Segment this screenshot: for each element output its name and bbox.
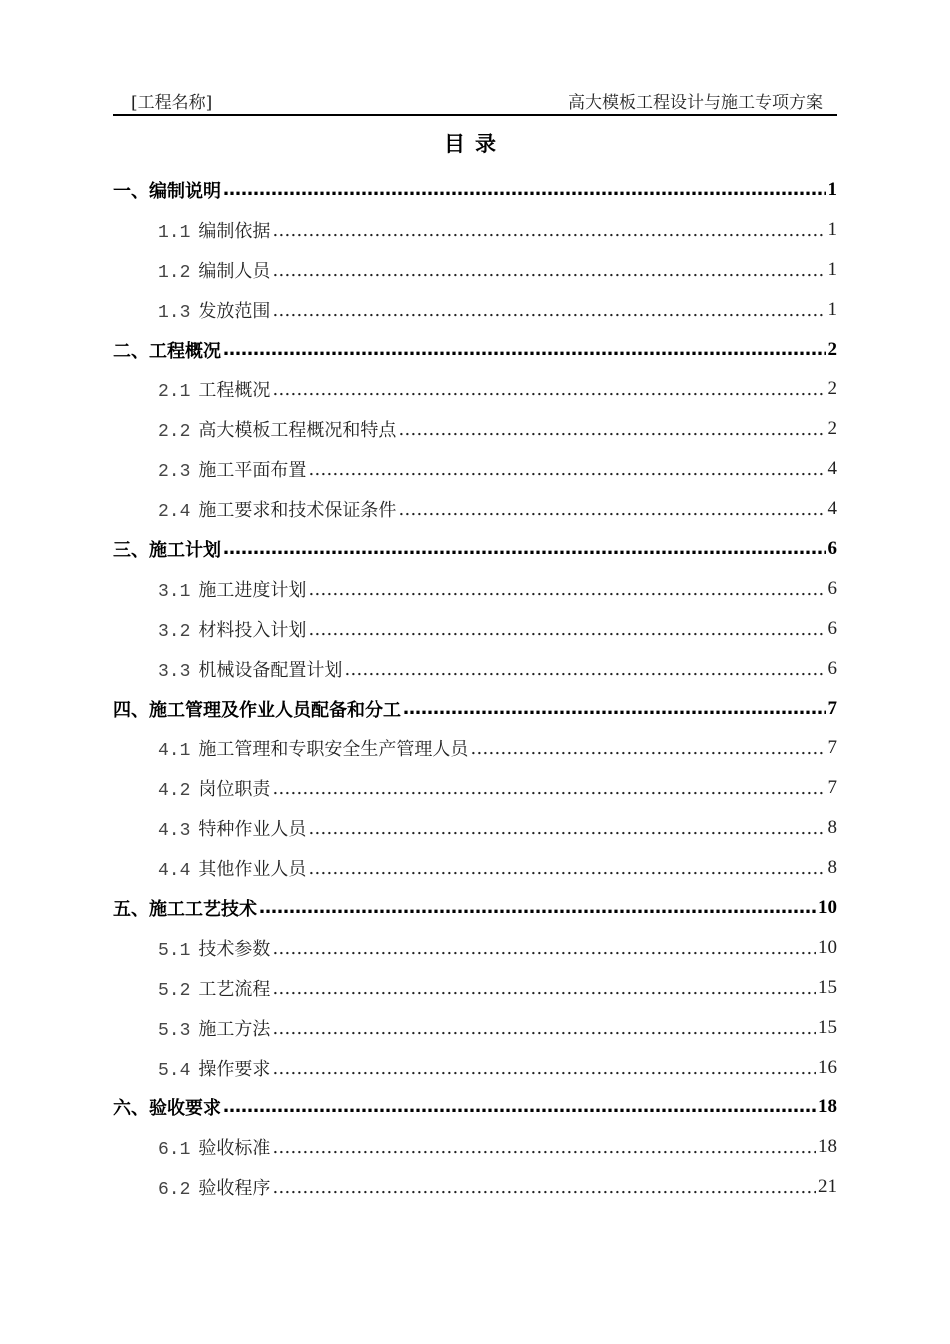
toc-section-entry[interactable] bbox=[113, 649, 837, 689]
toc-entry-text: 二、工程概况 bbox=[113, 340, 221, 362]
toc-page-number: 15 bbox=[818, 1016, 837, 1038]
toc-section-number: 4.2 bbox=[158, 781, 191, 802]
toc-page-number: 4 bbox=[827, 498, 837, 520]
toc-page-number: 7 bbox=[827, 777, 837, 799]
toc-section-entry[interactable] bbox=[113, 728, 837, 768]
toc-page-number: 10 bbox=[818, 896, 837, 918]
toc-entry-text: 编制人员 bbox=[198, 260, 271, 282]
toc-entry-text: 高大模板工程概况和特点 bbox=[198, 420, 397, 442]
toc-entry-text: 四、施工管理及作业人员配备和分工 bbox=[113, 699, 401, 721]
toc-title: 目录 bbox=[444, 132, 506, 156]
toc-page-number: 10 bbox=[818, 936, 837, 958]
toc-page-number: 2 bbox=[827, 418, 837, 440]
dot-leader bbox=[398, 499, 825, 519]
dot-leader bbox=[308, 579, 825, 599]
toc-page-number: 18 bbox=[818, 1136, 837, 1158]
toc-chapter-entry[interactable] bbox=[113, 330, 837, 370]
dot-leader bbox=[272, 1018, 816, 1038]
toc-entry-label bbox=[158, 855, 308, 881]
toc-entry-text: 发放范围 bbox=[198, 300, 271, 322]
toc-entry-label bbox=[158, 616, 308, 642]
toc-entry-text: 机械设备配置计划 bbox=[198, 659, 343, 681]
dot-leader bbox=[223, 179, 826, 201]
toc-entry-label bbox=[158, 656, 344, 682]
dot-leader bbox=[272, 1177, 816, 1197]
toc-section-entry[interactable] bbox=[113, 968, 837, 1008]
toc-section-number: 2.2 bbox=[158, 422, 191, 443]
toc-section-number: 3.3 bbox=[158, 661, 191, 682]
toc-entry-text: 编制依据 bbox=[198, 220, 271, 242]
toc-entry-label bbox=[158, 1174, 272, 1200]
dot-leader bbox=[272, 978, 816, 998]
toc-section-number: 5.4 bbox=[158, 1060, 191, 1081]
toc-section-number: 5.1 bbox=[158, 940, 191, 961]
toc-page-number: 2 bbox=[827, 378, 837, 400]
toc-entry-text: 六、验收要求 bbox=[113, 1098, 221, 1120]
toc-section-number: 2.4 bbox=[158, 502, 191, 523]
toc-entry-label bbox=[158, 975, 272, 1001]
toc-section-number: 4.3 bbox=[158, 821, 191, 842]
toc-entry-text: 验收标准 bbox=[198, 1138, 271, 1160]
toc-page-number: 8 bbox=[827, 817, 837, 839]
toc-entry-text: 施工方法 bbox=[198, 1018, 271, 1040]
toc-page-number: 15 bbox=[818, 976, 837, 998]
toc-entry-text: 五、施工工艺技术 bbox=[113, 898, 257, 920]
toc-entry-label bbox=[113, 1094, 223, 1120]
toc-entry-text: 一、编制说明 bbox=[113, 180, 221, 202]
toc-section-number: 5.2 bbox=[158, 980, 191, 1001]
toc-entry-label bbox=[158, 775, 272, 801]
toc-entry-label bbox=[158, 456, 308, 482]
toc-entry-text: 工程概况 bbox=[198, 380, 271, 402]
dot-leader bbox=[272, 379, 825, 399]
toc-chapter-entry[interactable] bbox=[113, 689, 837, 729]
dot-leader bbox=[223, 1096, 816, 1118]
toc-entry-label bbox=[158, 217, 272, 243]
toc-entry-label bbox=[113, 177, 223, 203]
toc-page-number: 6 bbox=[827, 617, 837, 639]
dot-leader bbox=[403, 698, 826, 720]
toc-section-number: 2.1 bbox=[158, 382, 191, 403]
toc-entry-text: 特种作业人员 bbox=[198, 819, 307, 841]
toc-entry-label bbox=[158, 1134, 272, 1160]
toc-section-number: 3.2 bbox=[158, 621, 191, 642]
dot-leader bbox=[272, 1137, 816, 1157]
dot-leader bbox=[272, 778, 825, 798]
toc-section-entry[interactable] bbox=[113, 609, 837, 649]
toc-page-number: 21 bbox=[818, 1176, 837, 1198]
toc-entry-label bbox=[158, 576, 308, 602]
toc-page-number: 6 bbox=[827, 657, 837, 679]
toc-section-entry[interactable] bbox=[113, 1008, 837, 1048]
toc-entry-text: 操作要求 bbox=[198, 1058, 271, 1080]
toc-section-entry[interactable] bbox=[113, 848, 837, 888]
toc-entry-text: 三、施工计划 bbox=[113, 539, 221, 561]
toc-entry-label bbox=[113, 696, 403, 722]
dot-leader bbox=[223, 538, 826, 560]
toc-entry-label bbox=[113, 337, 223, 363]
dot-leader bbox=[272, 1058, 816, 1078]
toc-entry-text: 其他作业人员 bbox=[198, 859, 307, 881]
toc-entry-text: 岗位职责 bbox=[198, 779, 271, 801]
toc-entry-label bbox=[158, 735, 470, 761]
toc-section-entry[interactable] bbox=[113, 290, 837, 330]
toc-entry-text: 验收程序 bbox=[198, 1178, 271, 1200]
toc-section-entry[interactable] bbox=[113, 449, 837, 489]
toc-entry-text: 技术参数 bbox=[198, 938, 271, 960]
toc-page-number: 1 bbox=[827, 258, 837, 280]
toc-page-number: 8 bbox=[827, 857, 837, 879]
toc-entry-text: 施工要求和技术保证条件 bbox=[198, 500, 397, 522]
toc-entry-text: 材料投入计划 bbox=[198, 619, 307, 641]
toc-section-number: 1.3 bbox=[158, 302, 191, 323]
toc-entry-label bbox=[158, 935, 272, 961]
dot-leader bbox=[308, 858, 825, 878]
dot-leader bbox=[272, 260, 825, 280]
toc-section-number: 5.3 bbox=[158, 1020, 191, 1041]
toc-section-number: 4.1 bbox=[158, 741, 191, 762]
dot-leader bbox=[272, 938, 816, 958]
toc-entry-label bbox=[158, 496, 398, 522]
toc-page-number: 2 bbox=[827, 338, 837, 360]
toc-section-entry[interactable] bbox=[113, 768, 837, 808]
toc-entry-label bbox=[158, 416, 398, 442]
toc-page-number: 1 bbox=[827, 298, 837, 320]
toc-section-entry[interactable] bbox=[113, 409, 837, 449]
toc-entry-label bbox=[158, 1015, 272, 1041]
toc-page-number: 1 bbox=[827, 178, 837, 200]
toc-entry-text: 施工平面布置 bbox=[198, 460, 307, 482]
dot-leader bbox=[308, 818, 825, 838]
toc-entry-label bbox=[158, 815, 308, 841]
toc-entry-label bbox=[158, 257, 272, 283]
toc-entry-label bbox=[113, 536, 223, 562]
toc-chapter-entry[interactable] bbox=[113, 1087, 837, 1127]
toc-page-number: 4 bbox=[827, 458, 837, 480]
toc-section-entry[interactable] bbox=[113, 210, 837, 250]
dot-leader bbox=[223, 339, 826, 361]
toc-chapter-entry[interactable] bbox=[113, 888, 837, 928]
toc-entry-text: 工艺流程 bbox=[198, 978, 271, 1000]
toc-page-number: 18 bbox=[818, 1096, 837, 1118]
toc-section-entry[interactable] bbox=[113, 928, 837, 968]
toc-section-number: 4.4 bbox=[158, 861, 191, 882]
toc-section-number: 2.3 bbox=[158, 462, 191, 483]
dot-leader bbox=[398, 419, 825, 439]
project-name: [工程名称] bbox=[131, 93, 213, 113]
toc-entry-text: 施工管理和专职安全生产管理人员 bbox=[198, 739, 469, 761]
header-divider bbox=[113, 114, 837, 116]
toc-section-entry[interactable] bbox=[113, 1127, 837, 1167]
toc-section-number: 1.2 bbox=[158, 262, 191, 283]
table-of-contents bbox=[113, 170, 837, 1207]
dot-leader bbox=[308, 619, 825, 639]
dot-leader bbox=[272, 220, 825, 240]
toc-section-number: 1.1 bbox=[158, 222, 191, 243]
dot-leader bbox=[470, 738, 825, 758]
toc-section-entry[interactable] bbox=[113, 1048, 837, 1088]
dot-leader bbox=[259, 897, 816, 919]
toc-page-number: 1 bbox=[827, 218, 837, 240]
toc-entry-label bbox=[113, 895, 259, 921]
dot-leader bbox=[272, 300, 825, 320]
toc-entry-label bbox=[158, 376, 272, 402]
toc-section-entry[interactable] bbox=[113, 1167, 837, 1207]
toc-section-entry[interactable] bbox=[113, 250, 837, 290]
toc-section-entry[interactable] bbox=[113, 489, 837, 529]
toc-section-number: 6.1 bbox=[158, 1140, 191, 1161]
toc-section-number: 3.1 bbox=[158, 581, 191, 602]
toc-section-entry[interactable] bbox=[113, 569, 837, 609]
toc-entry-text: 施工进度计划 bbox=[198, 579, 307, 601]
toc-chapter-entry[interactable] bbox=[113, 170, 837, 210]
toc-chapter-entry[interactable] bbox=[113, 529, 837, 569]
toc-page-number: 6 bbox=[827, 577, 837, 599]
dot-leader bbox=[344, 659, 825, 679]
toc-section-entry[interactable] bbox=[113, 369, 837, 409]
toc-page-number: 6 bbox=[827, 537, 837, 559]
toc-page-number: 7 bbox=[827, 697, 837, 719]
toc-entry-label bbox=[158, 297, 272, 323]
toc-section-entry[interactable] bbox=[113, 808, 837, 848]
toc-section-number: 6.2 bbox=[158, 1180, 191, 1201]
dot-leader bbox=[308, 459, 825, 479]
toc-page-number: 16 bbox=[818, 1056, 837, 1078]
toc-page-number: 7 bbox=[827, 737, 837, 759]
document-title: 高大模板工程设计与施工专项方案 bbox=[568, 93, 823, 113]
page-header bbox=[113, 84, 837, 114]
toc-entry-label bbox=[158, 1055, 272, 1081]
